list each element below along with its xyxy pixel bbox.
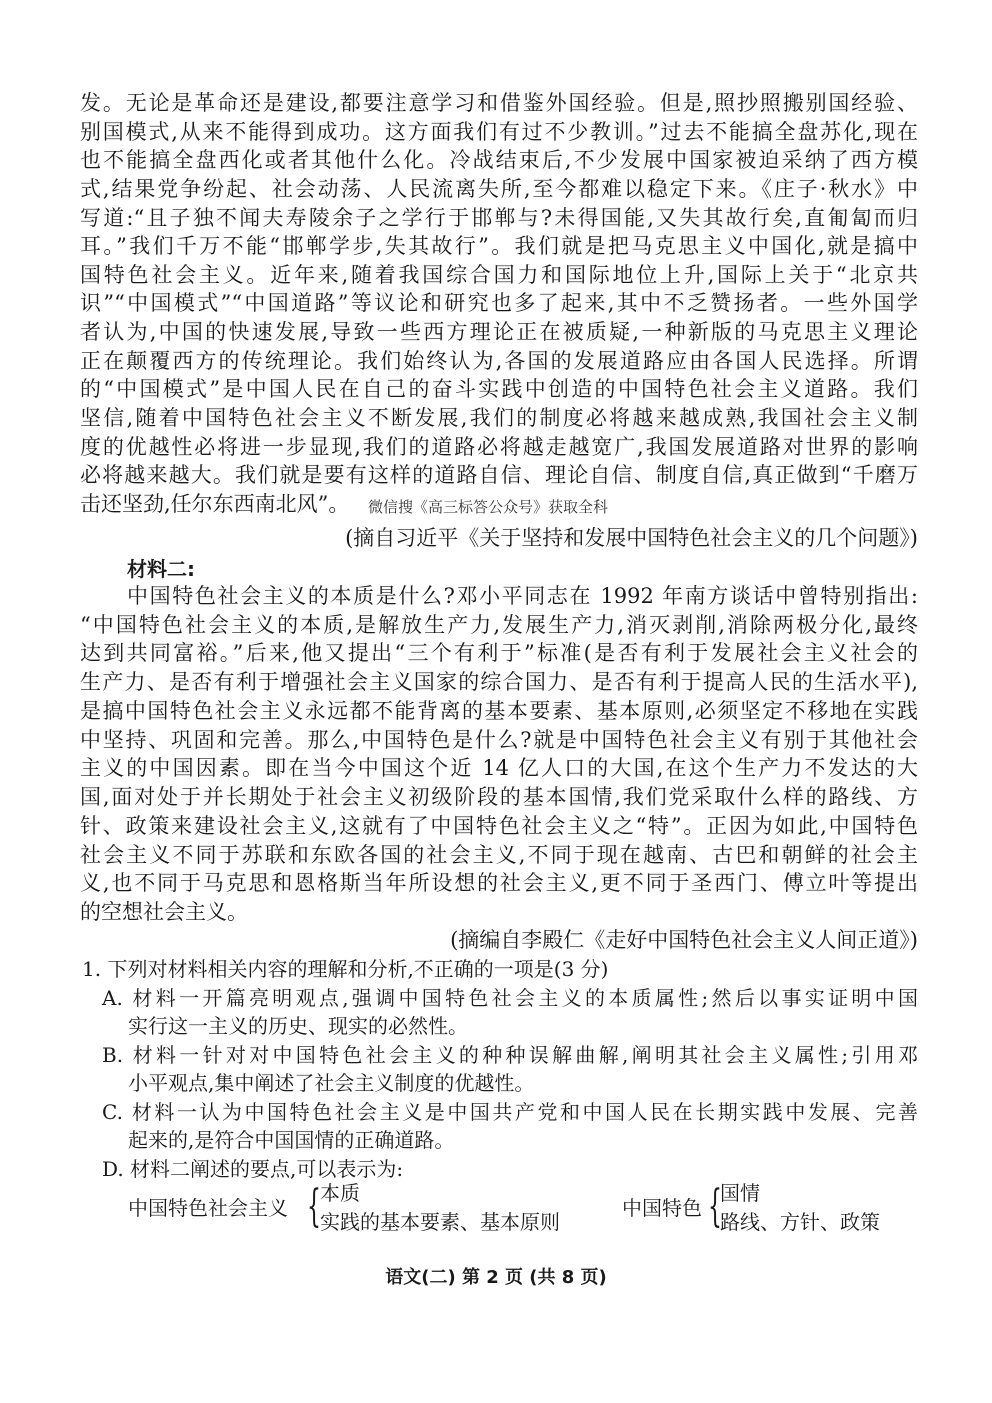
text-line: 是搞中国特色社会主义永远都不能背离的基本要素、基本原则,必须坚定不移地在实践 xyxy=(80,698,918,723)
text-line: 生产力、是否有利于增强社会主义国家的综合国力、是否有利于提高人民的生活水平), xyxy=(80,670,918,695)
text-line: 别国模式,从来不能得到成功。这方面我们有过不少教训。”过去不能搞全盘苏化,现在 xyxy=(80,119,918,144)
text-line: 写道:“且子独不闻夫寿陵余子之学行于邯郸与?未得国能,又失其故行矣,直匍匐而归 xyxy=(80,205,918,230)
diagram-right-branch: 路线、方针、政策 xyxy=(720,1210,880,1234)
text-line: 度的优越性必将进一步显现,我们的道路必将越走越宽广,我国发展道路对世界的影响 xyxy=(80,434,918,459)
text-line: “中国特色社会主义的本质,是解放生产力,发展生产力,消灭剥削,消除两极分化,最终 xyxy=(80,612,918,637)
material-one-citation: (摘自习近平《关于坚持和发展中国特色社会主义的几个问题》) xyxy=(345,526,918,550)
text-line: 耳。”我们千万不能“邯郸学步,失其故行”。我们就是把马克思主义中国化,就是搞中 xyxy=(80,234,918,259)
text-line: 的空想社会主义。 xyxy=(80,900,248,925)
text-line: 社会主义不同于苏联和东欧各国的社会主义,不同于现在越南、古巴和朝鲜的社会主 xyxy=(80,842,918,867)
page-footer: 语文(二) 第 2 页 (共 8 页) xyxy=(385,1267,607,1288)
question-stem: 1. 下列对材料相关内容的理解和分析,不正确的一项是(3 分) xyxy=(82,957,609,981)
watermark-note: 微信搜《高三标答公众号》获取全科 xyxy=(368,497,609,516)
text-line: 国,面对处于并长期处于社会主义初级阶段的基本国情,我们党采取什么样的路线、方 xyxy=(80,785,918,810)
brace-icon: { xyxy=(307,1181,321,1232)
option-a: A. 材料一开篇亮明观点,强调中国特色社会主义的本质属性;然后以事实证明中国 xyxy=(102,986,918,1010)
text-line: 识”“中国模式”“中国道路”等议论和研究也多了起来,其中不乏赞扬者。一些外国学 xyxy=(80,291,918,316)
text-line: 中坚持、巩固和完善。那么,中国特色是什么?就是中国特色社会主义有别于其他社会 xyxy=(80,727,918,752)
diagram-left-root: 中国特色社会主义 xyxy=(128,1196,288,1220)
text-line: 正在颠覆西方的传统理论。我们始终认为,各国的发展道路应由各国人民选择。所谓 xyxy=(80,348,918,373)
text-line: 国特色社会主义。近年来,随着我国综合国力和国际地位上升,国际上关于“北京共 xyxy=(80,262,918,287)
diagram-right-root: 中国特色 xyxy=(622,1196,702,1220)
text-line: 针、政策来建设社会主义,这就有了中国特色社会主义之“特”。正因为如此,中国特色 xyxy=(80,813,918,838)
text-line: 发。无论是革命还是建设,都要注意学习和借鉴外国经验。但是,照抄照搬别国经验、 xyxy=(80,91,918,115)
text-line: 击还坚劲,任尔东西南北风”。 xyxy=(80,491,350,516)
material-two-heading: 材料二: xyxy=(127,557,195,581)
text-line: 主义的中国因素。即在当今中国这个近 14 亿人口的大国,在这个生产力不发达的大 xyxy=(80,756,918,781)
text-line: 义,也不同于马克思和恩格斯当年所设想的社会主义,更不同于圣西门、傅立叶等提出 xyxy=(80,871,918,896)
diagram-right-branch: 国情 xyxy=(720,1181,760,1205)
text-line: 者认为,中国的快速发展,导致一些西方理论正在被质疑,一种新版的马克思主义理论 xyxy=(80,320,918,345)
text-line: 中国特色社会主义的本质是什么?邓小平同志在 1992 年南方谈话中曾特别指出: xyxy=(127,584,918,608)
diagram-left-branch: 实践的基本要素、基本原则 xyxy=(320,1210,560,1234)
option-c: C. 材料一认为中国特色社会主义是中国共产党和中国人民在长期实践中发展、完善 xyxy=(102,1100,918,1124)
text-line: 必将越来越大。我们就是要有这样的道路自信、理论自信、制度自信,真正做到“千磨万 xyxy=(80,463,918,488)
text-line: 也不能搞全盘西化或者其他什么化。冷战结束后,不少发展中国家被迫采纳了西方模 xyxy=(80,148,918,173)
brace-icon: { xyxy=(708,1181,722,1232)
material-two-citation: (摘编自李殿仁《走好中国特色社会主义人间正道》) xyxy=(450,928,918,952)
option-a-cont: 实行这一主义的历史、现实的必然性。 xyxy=(128,1014,468,1038)
text-line: 达到共同富裕。”后来,他又提出“三个有利于”标准(是否有利于发展社会主义社会的 xyxy=(80,641,918,666)
option-c-cont: 起来的,是符合中国国情的正确道路。 xyxy=(128,1128,455,1152)
text-line: 坚信,随着中国特色社会主义不断发展,我们的制度必将越来越成熟,我国社会主义制 xyxy=(80,406,918,431)
option-d: D. 材料二阐述的要点,可以表示为: xyxy=(102,1157,404,1181)
diagram-left-branch: 本质 xyxy=(320,1181,360,1205)
option-b: B. 材料一针对对中国特色社会主义的种种误解曲解,阐明其社会主义属性;引用邓 xyxy=(102,1043,918,1067)
text-line: 的“中国模式”是中国人民在自己的奋斗实践中创造的中国特色社会主义道路。我们 xyxy=(80,377,918,402)
option-b-cont: 小平观点,集中阐述了社会主义制度的优越性。 xyxy=(128,1071,535,1095)
text-line: 式,结果党争纷起、社会动荡、人民流离失所,至今都难以稳定下来。《庄子·秋水》中 xyxy=(80,176,918,201)
